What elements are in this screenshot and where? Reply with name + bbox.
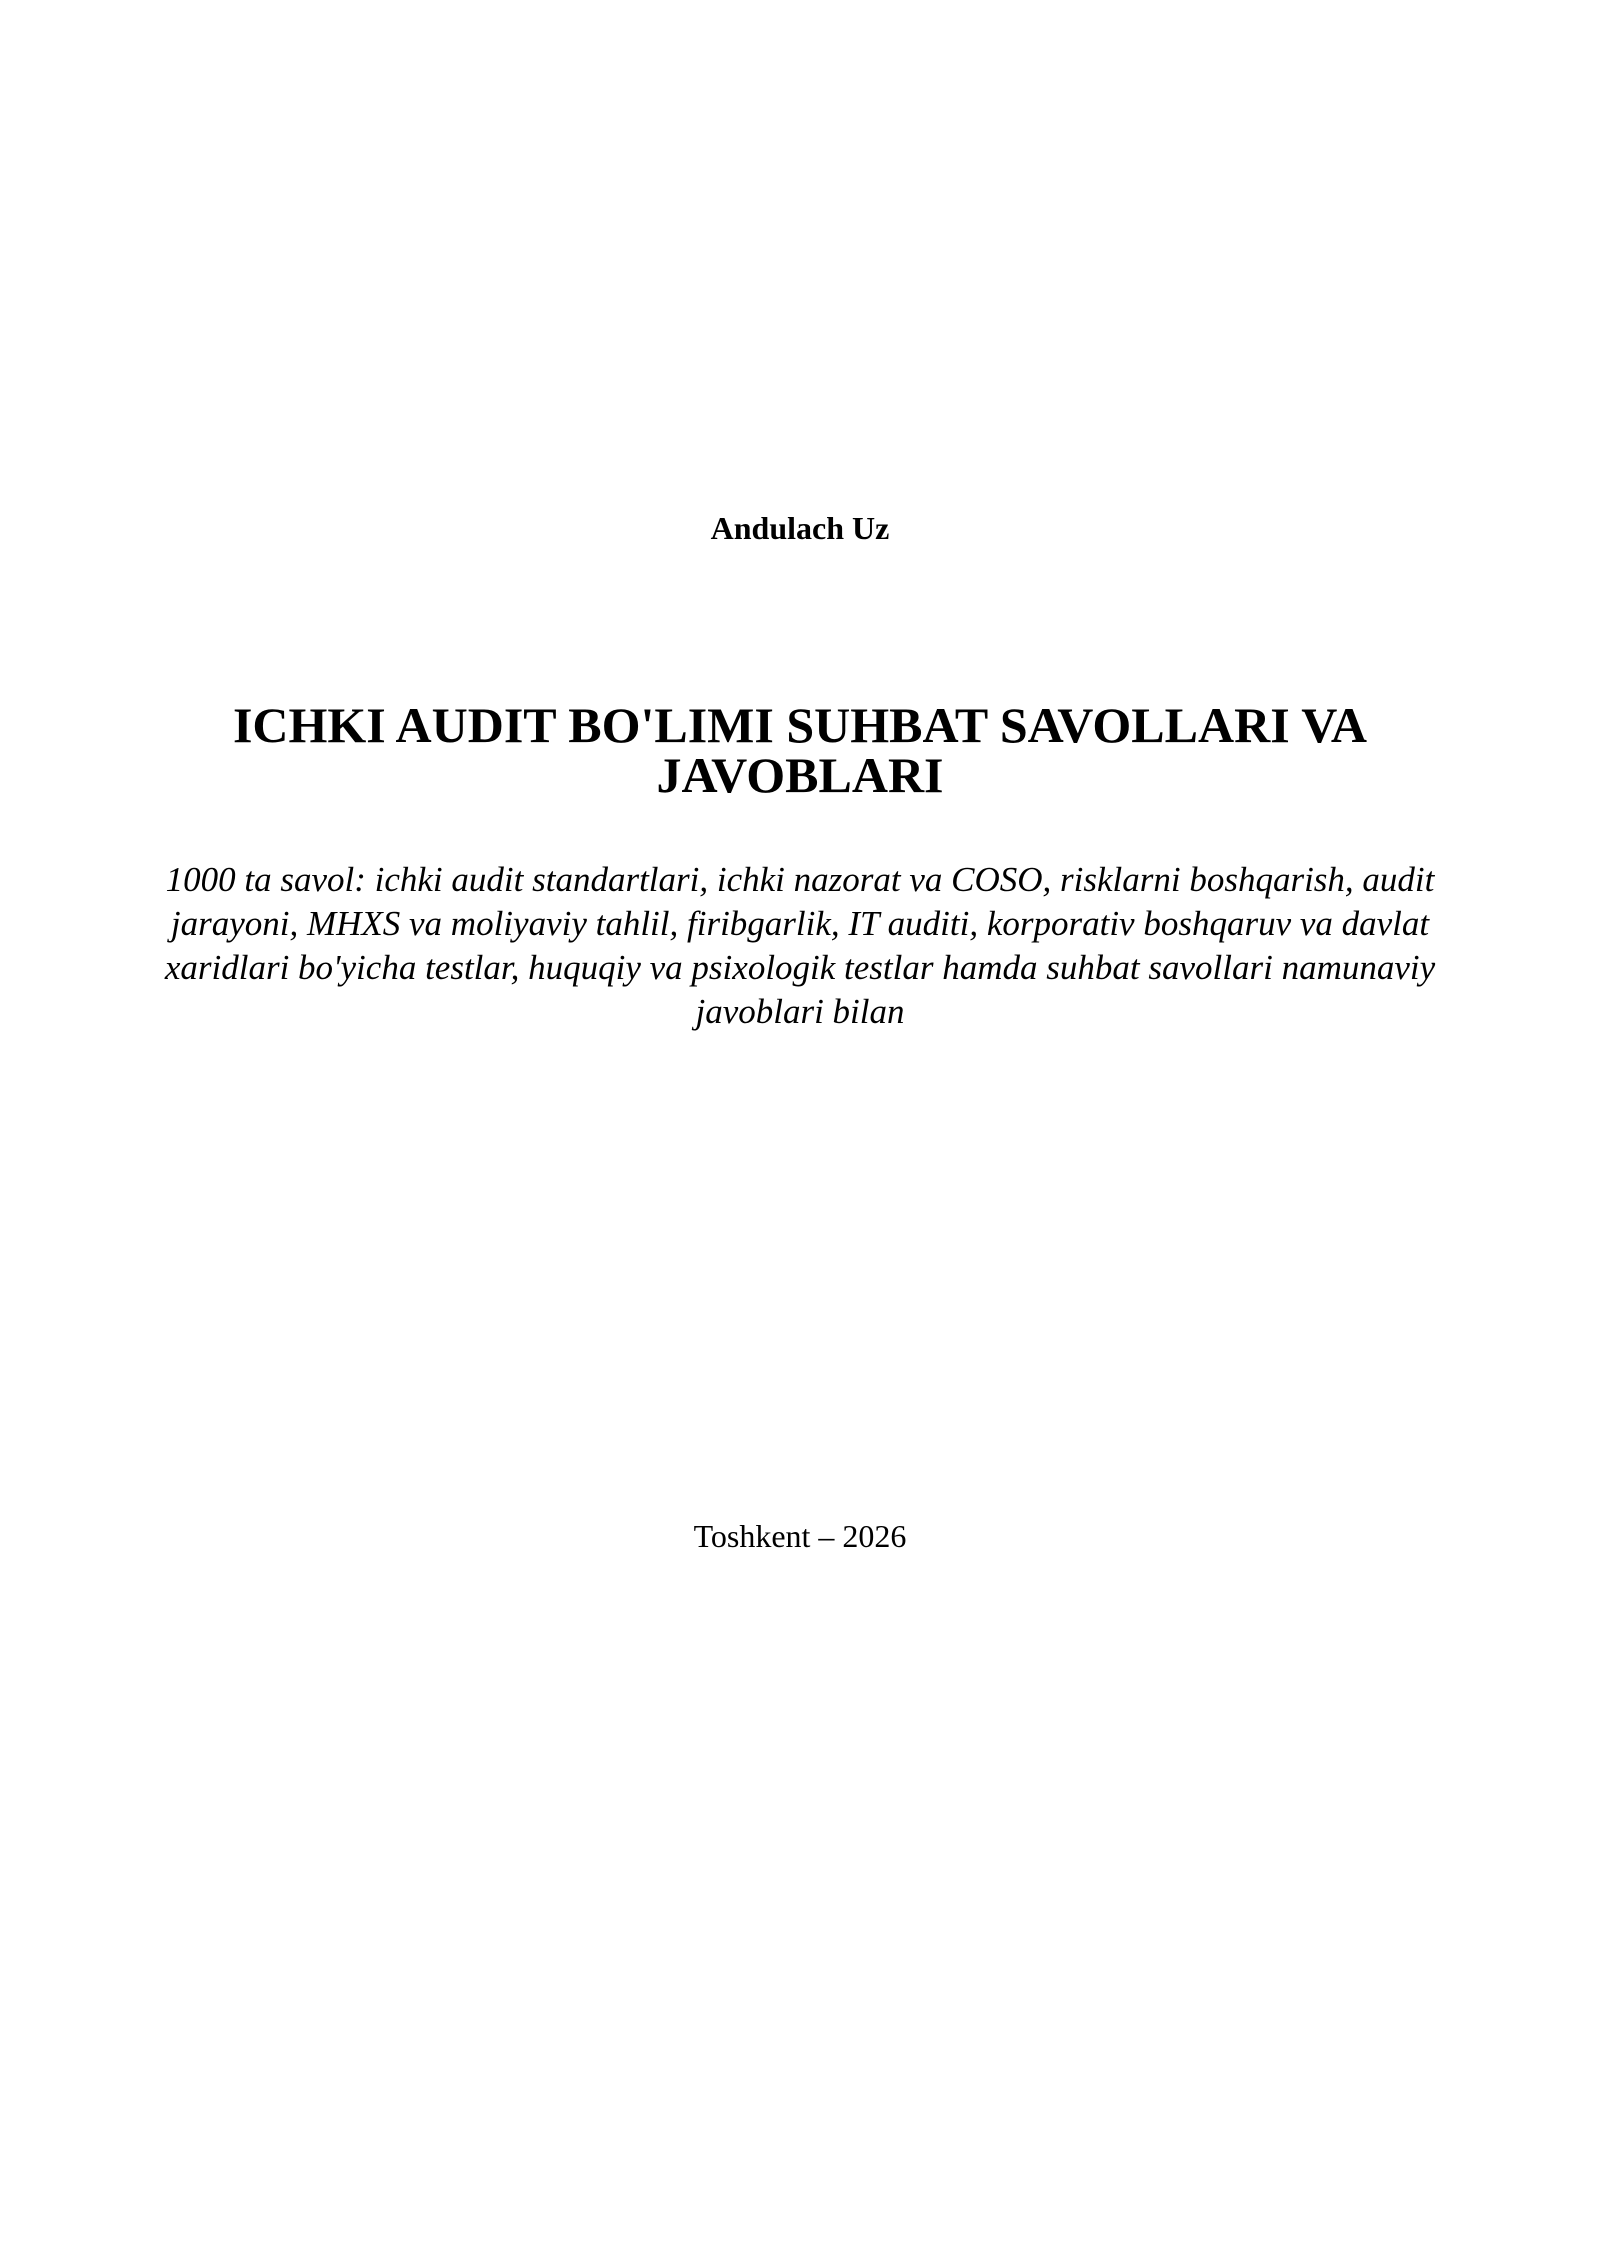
book-title: ICHKI AUDIT BO'LIMI SUHBAT SAVOLLARI VA JAVOBLARI — [232, 697, 1368, 803]
author-name: Andulach Uz — [710, 510, 890, 546]
place-and-year: Toshkent – 2026 — [693, 1518, 907, 1554]
book-subtitle: 1000 ta savol: ichki audit standartlari, ichki nazorat va COSO, risklarni boshqarish, audit jarayoni, MHXS va moliyaviy tahlil, firibgarlik, IT auditi, korporativ boshqaruv va davlat xaridlari bo'yicha testlar, huquqiy va psixologik testlar hamda suhbat savollari namunaviy javoblari bilan — [164, 860, 1436, 1031]
